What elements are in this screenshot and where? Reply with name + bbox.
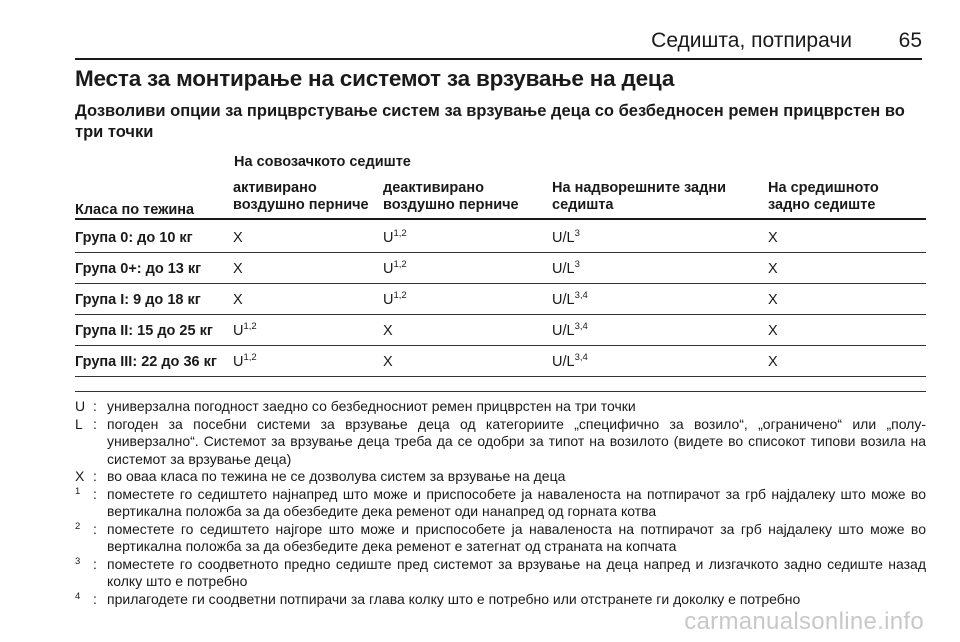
legend-key: [75, 591, 91, 609]
airbag-inactive-cell: U$^{1,2}$: [383, 290, 407, 308]
airbag-active-cell: U$^{1,2}$: [233, 352, 257, 370]
legend-separator: :: [93, 590, 97, 607]
footnote-number: 2: [75, 520, 81, 532]
footnote-number: 3: [75, 555, 81, 567]
legend-separator: :: [93, 520, 97, 537]
airbag-inactive-cell: X: [383, 323, 393, 339]
legend-separator: :: [93, 415, 97, 432]
middle-rear-cell: X: [768, 292, 778, 308]
middle-rear-cell: X: [768, 261, 778, 277]
legend-text: во оваа класа по тежина не се дозволува систем за врзување на деца: [107, 468, 566, 484]
footnote-ref: 3,4: [574, 321, 588, 332]
legend-key: [75, 521, 91, 539]
legend-note: [75, 556, 926, 591]
table-row: [75, 222, 926, 253]
legend-note: [75, 591, 926, 609]
legend-text: универзална погодност заедно со безбедносниот ремен прицврстен на три точки: [107, 398, 636, 414]
legend-note: [75, 468, 926, 486]
legend-text: поместете го соодветното предно седиште пред системот за врзување на деца напред и лизгачкото задно седиште назад колку што е потребно: [107, 555, 926, 589]
legend-key: U: [75, 398, 86, 414]
page-subtitle: Дозволиви опции за прицврстување систем за врзување деца со безбедносен ремен прицврстен во три точки: [75, 102, 905, 141]
legend-text: поместете го седиштето најгоре што може и приспособете ја наваленоста на потпирачот за грб најдалеку што може во вертикална положба за да обезбедите дека ременот е затегнат од страната на копчата: [107, 520, 926, 554]
legend-key: L: [75, 415, 83, 432]
airbag-active-cell: X: [233, 261, 243, 277]
weight-class-cell: Група II: 15 до 25 кг: [75, 323, 213, 339]
legend-separator: :: [93, 485, 97, 502]
legend-key: X: [75, 468, 85, 484]
column-header-outer-rear: На надворешните задни седишта: [552, 180, 726, 213]
footnote-ref: 1,2: [243, 321, 257, 332]
outer-rear-cell: $U/L^{3,4}$: [552, 290, 588, 308]
table-row: [75, 346, 926, 377]
table-row: [75, 284, 926, 315]
weight-class-cell: Група 0+: до 13 кг: [75, 261, 202, 277]
middle-rear-cell: X: [768, 354, 778, 370]
column-header-weight: Класа по тежина: [75, 202, 195, 218]
weight-class-cell: Група 0: до 10 кг: [75, 230, 193, 246]
watermark: carmanualsonline.info: [684, 608, 924, 635]
section-title: Седишта, потпирачи: [651, 29, 852, 52]
airbag-inactive-cell: X: [383, 354, 393, 370]
legend-text: погоден за посебни системи за врзување деца од категориите „специфично за возило“, „ограничено“ или „полу-универзално“. Системот за врзување деца треба да се одобри за типот на возилото (видете во списокот типови возила на системот за врзување деца): [107, 415, 926, 467]
column-header-middle-rear: На средишното задно седиште: [768, 180, 879, 213]
legend-note: [75, 521, 926, 556]
page-title: Места за монтирање на системот за врзување на деца: [75, 66, 675, 91]
legend-separator: :: [93, 398, 97, 414]
footnote-number: 4: [75, 590, 81, 602]
footnote-ref: 1,2: [393, 259, 407, 270]
airbag-active-cell: U$^{1,2}$: [233, 321, 257, 339]
footnote-ref: 3: [574, 259, 580, 270]
legend-separator: :: [93, 555, 97, 572]
column-header-airbag-inactive: деактивирано воздушно перниче: [383, 180, 519, 213]
footnote-ref: 1,2: [393, 290, 407, 301]
outer-rear-cell: $U/L^{3,4}$: [552, 321, 588, 339]
legend-key: [75, 486, 91, 504]
footnote-ref: 1,2: [393, 228, 407, 239]
table-row: [75, 253, 926, 284]
table-group-header: На совозачкото седиште: [234, 154, 411, 170]
legend-note: [75, 486, 926, 521]
footnote-ref: 3: [574, 228, 580, 239]
airbag-inactive-cell: U$^{1,2}$: [383, 228, 407, 246]
table-header: [75, 180, 926, 220]
legend-separator: :: [93, 468, 97, 484]
footnote-number: 1: [75, 485, 81, 497]
middle-rear-cell: X: [768, 230, 778, 246]
outer-rear-cell: $U/L^3$: [552, 259, 580, 277]
legend-note: [75, 416, 926, 469]
footnote-ref: 3,4: [574, 290, 588, 301]
middle-rear-cell: X: [768, 323, 778, 339]
weight-class-cell: Група III: 22 до 36 кг: [75, 354, 217, 370]
legend-note: [75, 398, 926, 416]
footnote-ref: 3,4: [574, 352, 588, 363]
weight-class-cell: Група I: 9 до 18 кг: [75, 292, 201, 308]
footnote-ref: 1,2: [243, 352, 257, 363]
legend-text: прилагодете ги соодветни потпирачи за глава колку што е потребно или отстранете ги доколку е потребно: [107, 590, 801, 607]
legend-text: поместете го седиштето најнапред што може и приспособете ја наваленоста на потпирачот за грб најдалеку што може во вертикална положба за да обезбедите дека ременот оди нанапред од горната котва: [107, 485, 926, 519]
page-header: [75, 26, 922, 60]
table-row: [75, 315, 926, 346]
column-header-airbag-active: активирано воздушно перниче: [233, 180, 369, 213]
airbag-inactive-cell: U$^{1,2}$: [383, 259, 407, 277]
airbag-active-cell: X: [233, 230, 243, 246]
outer-rear-cell: $U/L^3$: [552, 228, 580, 246]
outer-rear-cell: $U/L^{3,4}$: [552, 352, 588, 370]
airbag-active-cell: X: [233, 292, 243, 308]
legend-key: [75, 556, 91, 574]
page-number: 65: [898, 29, 922, 52]
legend-notes: [75, 391, 926, 608]
